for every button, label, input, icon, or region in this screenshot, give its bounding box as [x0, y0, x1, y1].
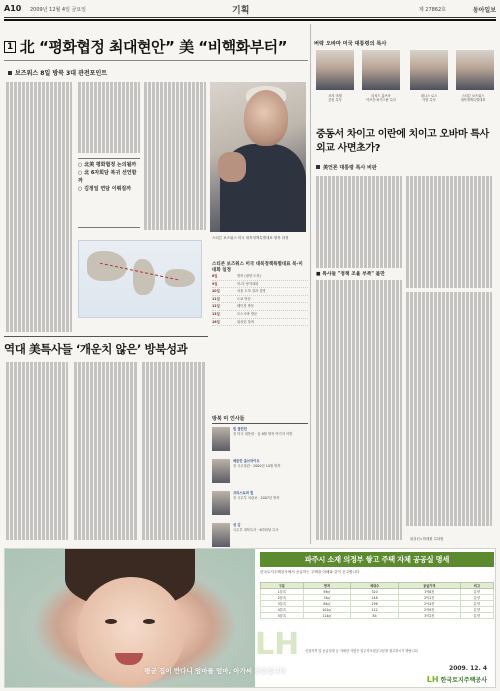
- page-header: [4, 3, 496, 17]
- second-story-rule: [4, 336, 208, 337]
- bosworth-photo: [210, 82, 306, 232]
- timeline-row: 12일 베이징 방문: [212, 303, 308, 311]
- newspaper-name: 동아일보: [472, 7, 496, 14]
- envoy-item: 빌 클린턴 전 미국 대통령 · 올 8월 방북 여기자 석방: [212, 427, 308, 456]
- table-row: 2블록 74㎡ 248 2억1천 분양: [261, 595, 494, 601]
- envoy-photo: [212, 523, 230, 547]
- face-photo: [362, 50, 400, 90]
- timeline-row: 10일 서울 도착 결과 설명: [212, 288, 308, 296]
- timeline-row: 11일 도쿄 방문: [212, 296, 308, 304]
- ad-intro: 한국토지주택공사에서 공급하는 주택을 아래와 같이 공고합니다: [260, 570, 360, 574]
- lh-letters: LH: [255, 627, 300, 662]
- table-row: 5블록 114㎡ 84 3억2천 분양: [261, 613, 494, 619]
- second-body-3: [142, 362, 206, 542]
- visit-timeline: [212, 262, 308, 412]
- right-body-4: [406, 292, 492, 532]
- lh-advertisement[interactable]: [4, 548, 496, 688]
- face-caption: 데니스 로스 이란 특사: [420, 94, 438, 103]
- edition-number: 제 27862호: [418, 7, 446, 13]
- envoy-photo: [212, 491, 230, 515]
- body-column-3: [144, 82, 206, 232]
- right-body-1: [316, 176, 402, 268]
- ad-date: 2009. 12. 4: [449, 665, 487, 672]
- issue-date: 2009년 12월 4일 금요일: [30, 7, 87, 13]
- table-row: 4블록 101㎡ 112 2억9천 분양: [261, 607, 494, 613]
- byline: 워싱턴=하태원 특파원: [410, 537, 444, 541]
- supply-table: 구분 면적 세대수 공급가격 비고 1블록 59㎡ 320 1억8천 분양 2블록 74㎡ 248 2억1천 분양 3블록 84㎡ 196 2억4천 분양 4블록 101㎡ 112 2억9천 분양 5블록 114㎡ 84 3억2천 분양: [260, 582, 494, 619]
- envoy-item: 크리스토퍼 힐 전 국무부 차관보 · 2007년 방북: [212, 491, 308, 520]
- envoy-photo: [212, 427, 230, 451]
- timeline-title: 스티븐 보즈워스 미국 대북정책특별대표 북-미 대화 일정: [212, 262, 303, 273]
- face-caption: 리처드 홀브룩 아프간·파키스탄 특사: [366, 94, 396, 103]
- face-photo: [456, 50, 494, 90]
- envoys-title: 버락 오바마 미국 대통령의 특사: [314, 41, 387, 47]
- section-name: 기획: [232, 6, 250, 16]
- main-subhead: 보즈워스 8일 방북 3대 관전포인트: [8, 68, 107, 77]
- table-row: 3블록 84㎡ 196 2억4천 분양: [261, 601, 494, 607]
- face-photo: [410, 50, 448, 90]
- question-item: ○ 北 6자회담 복귀 선언할까: [78, 170, 137, 184]
- envoy-box: [212, 415, 308, 543]
- second-body-1: [6, 362, 68, 542]
- body-column-2a: [78, 82, 140, 154]
- right-body-2: [406, 176, 492, 288]
- ad-slogan: 평균 집이 반다니 엄마를 엄마, 아가씨 웃음입니다: [144, 667, 286, 675]
- question-box: [78, 158, 140, 228]
- ad-fine-print: 신청자격 및 공급일정 등 자세한 사항은 입주자모집공고문을 참고하시기 바랍니다: [305, 649, 418, 653]
- right-headline: 중동서 차이고 이란에 치이고 오바마 특사외교 사면초가?: [316, 129, 489, 154]
- question-item: ○ 北美 평화협정 논의될까: [78, 162, 137, 168]
- face-caption: 조지 미첼 중동 특사: [328, 94, 342, 103]
- timeline-row: 16일 워싱턴 복귀: [212, 319, 308, 327]
- ad-banner: 파주시 소재 의정부 쌓고 주택 자체 공공실 명세: [260, 552, 494, 567]
- timeline-row: 13일 모스크바 방문: [212, 311, 308, 319]
- second-body-2: [74, 362, 138, 542]
- table-row: 1블록 59㎡ 320 1억8천 분양: [261, 589, 494, 595]
- question-item: ○ 김정일 면담 이뤄질까: [78, 186, 132, 192]
- face-caption: 스티븐 보즈워스 대북정책특별대표: [460, 94, 486, 103]
- envoy-item: 매들린 올브라이트 전 국무장관 · 2000년 10월 방북: [212, 459, 308, 488]
- right-subhead: 美언론 대통령 특사 비판: [316, 164, 377, 171]
- face-photo: [316, 50, 354, 90]
- body-column-1: [6, 82, 72, 334]
- main-headline-text: 北 “평화협정 최대현안” 美 “비핵화부터”: [19, 38, 287, 56]
- timeline-row: 8일 방북 (평양 도착): [212, 273, 308, 281]
- story-number: 1: [4, 41, 16, 53]
- timeline-row: 9일 북-미 양자대화: [212, 281, 308, 289]
- envoy-box-title: 방북 미 인사들: [212, 415, 308, 424]
- main-headline: [4, 36, 304, 57]
- envoy-photo: [212, 459, 230, 483]
- route-map: [78, 240, 202, 318]
- header-rule: [4, 17, 496, 18]
- header-rule-thick: [4, 19, 496, 21]
- envoy-faces: [314, 50, 496, 124]
- lh-logo: LH 한국토지주택공사: [426, 675, 487, 684]
- second-headline: 역대 美특사들 ‘개운치 않은’ 방북성과: [4, 342, 188, 356]
- page-number: A10: [4, 4, 22, 13]
- envoy-item: 성 김 국무부 대북특사 · 6자회담 특사: [212, 523, 308, 552]
- headline-rule: [4, 60, 308, 61]
- photo-caption: 스티븐 보즈워스 미국 대북정책특별대표 방북 과정: [212, 236, 289, 240]
- right-midhead: ■ 특사들 "정책 조율 부족" 불만: [316, 272, 385, 277]
- right-body-3: [316, 280, 402, 542]
